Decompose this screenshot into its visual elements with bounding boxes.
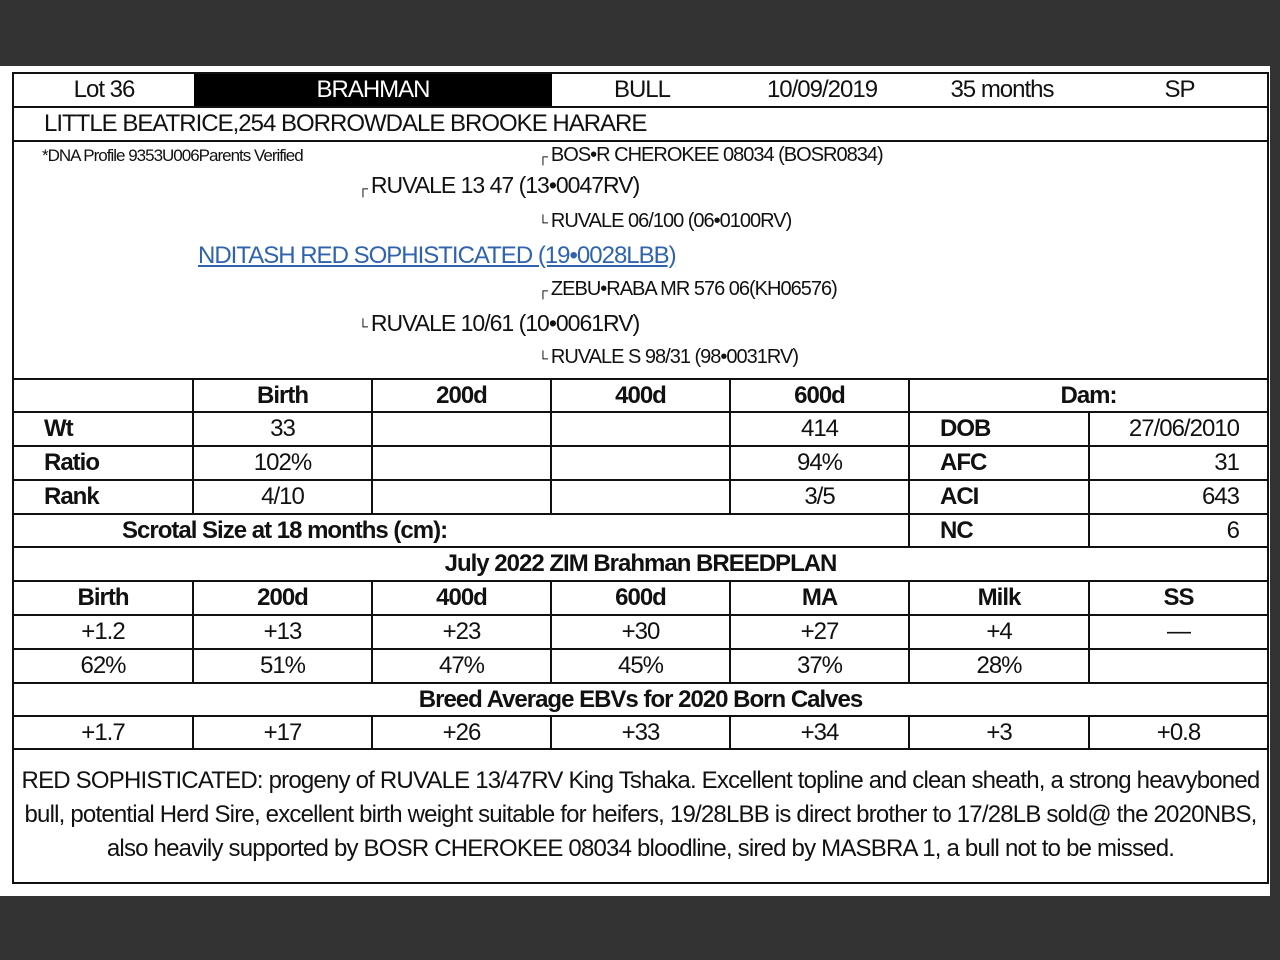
breed-average-title: Breed Average EBVs for 2020 Born Calves: [418, 685, 863, 713]
performance-row-rank: [14, 481, 1267, 515]
ebv-header-ss: SS: [1163, 584, 1194, 611]
avg-ma: +34: [731, 717, 910, 748]
bracket-down-connector: └: [358, 318, 367, 334]
ebv-header-milk: Milk: [910, 582, 1090, 614]
header-600d: 600d: [731, 380, 910, 411]
ebv-header-ma: MA: [731, 582, 910, 614]
value-200d: [373, 447, 552, 479]
avg-400d: +26: [373, 717, 552, 748]
value-200d: [373, 481, 552, 513]
header-200d: 200d: [373, 380, 552, 411]
header-birth: Birth: [194, 380, 373, 411]
ebv-header-birth: Birth: [14, 582, 194, 614]
acc-ma: 37%: [731, 650, 910, 682]
scrotal-row: [14, 515, 1267, 548]
value-birth: 102%: [194, 447, 373, 479]
avg-200d: +17: [194, 717, 373, 748]
lot-comments: RED SOPHISTICATED: progeny of RUVALE 13/47RV King Tshaka. Excellent topline and clean sheath, a strong heavyboned bull, potential Herd Sire, excellent birth weight suitable for heifers, 19/28LBB is direct brother to 17/28LB sold@ the 2020NBS, also heavily supported by BOSR CHEROKEE 08034 bloodline, sired by MASBRA 1, a bull not to be missed.: [21, 767, 1260, 862]
performance-header-row: [14, 380, 1267, 413]
dam-value: 31: [1214, 449, 1239, 476]
bracket-down-connector: └: [538, 214, 547, 230]
bracket-down-connector: └: [538, 350, 547, 366]
value-600d: 3/5: [731, 481, 910, 513]
nc-key: NC: [910, 515, 1090, 546]
ebv-ss: —: [1167, 618, 1190, 645]
value-birth: 33: [194, 413, 373, 445]
breed-name: BRAHMAN: [194, 74, 552, 106]
dam-key: ACI: [910, 481, 1090, 513]
acc-600d: 45%: [552, 650, 731, 682]
date-of-birth: 10/09/2019: [766, 76, 878, 103]
breedplan-title: July 2022 ZIM Brahman BREEDPLAN: [444, 550, 837, 577]
pedigree-dam-sire: [538, 278, 837, 301]
dam-value: 643: [1201, 483, 1239, 510]
pedigree-sire-sire-dam: [538, 210, 791, 233]
ebv-accuracy-row: [14, 650, 1267, 684]
dam-value: 27/06/2010: [1128, 415, 1239, 442]
ebv-milk: +4: [910, 616, 1090, 648]
dam-key: DOB: [910, 413, 1090, 445]
sire-sire-dam-name: RUVALE 06/100 (06•0100RV): [550, 210, 792, 232]
pedigree-block: [14, 142, 1267, 380]
value-600d: 414: [731, 413, 910, 445]
dna-profile-note: *DNA Profile 9353U006Parents Verified: [42, 146, 303, 165]
breed-average-title-row: [14, 684, 1267, 717]
dam-sire-name: ZEBU•RABA MR 576 06(KH06576): [550, 278, 837, 300]
pedigree-sire-sire: [358, 172, 639, 199]
value-600d: 94%: [731, 447, 910, 479]
row-label: Wt: [14, 413, 194, 445]
bracket-up-connector: ┌: [538, 148, 547, 164]
header-400d: 400d: [552, 380, 731, 411]
pedigree-dam-dam: [538, 346, 798, 369]
acc-birth: 62%: [14, 650, 194, 682]
class-code: SP: [1164, 76, 1195, 103]
ebv-values-row: [14, 616, 1267, 650]
blank-header-cell: [14, 380, 194, 411]
scrotal-size-label: Scrotal Size at 18 months (cm):: [14, 515, 910, 546]
animal-registered-name-link[interactable]: NDITASH RED SOPHISTICATED (19•0028LBB): [198, 242, 676, 269]
value-400d: [552, 447, 731, 479]
acc-400d: 47%: [373, 650, 552, 682]
performance-row-ratio: [14, 447, 1267, 481]
acc-ss: [1090, 650, 1267, 682]
dam-name: RUVALE 10/61 (10•0061RV): [370, 310, 640, 336]
avg-birth: +1.7: [14, 717, 194, 748]
breedplan-header-row: [14, 582, 1267, 616]
dam-label: Dam:: [1060, 381, 1117, 409]
pedigree-animal[interactable]: [198, 242, 676, 270]
animal-age: 35 months: [950, 76, 1054, 103]
row-label: Ratio: [14, 447, 194, 479]
pedigree-sire-sire-sire: [538, 144, 883, 167]
acc-milk: 28%: [910, 650, 1090, 682]
right-dark-edge: [1270, 66, 1280, 896]
value-400d: [552, 481, 731, 513]
acc-200d: 51%: [194, 650, 373, 682]
lot-card: [12, 72, 1269, 884]
lot-number: Lot 36: [73, 76, 135, 103]
sire-sire-sire-name: BOS•R CHEROKEE 08034 (BOSR0834): [550, 144, 883, 166]
bottom-dark-band: [0, 896, 1280, 960]
ebv-birth: +1.2: [14, 616, 194, 648]
header-row: [14, 74, 1267, 108]
performance-row-weight: [14, 413, 1267, 447]
dam-dam-name: RUVALE S 98/31 (98•0031RV): [550, 346, 799, 368]
ebv-200d: +13: [194, 616, 373, 648]
breedplan-title-row: [14, 548, 1267, 582]
sire-sire-name: RUVALE 13 47 (13•0047RV): [370, 172, 640, 198]
avg-600d: +33: [552, 717, 731, 748]
ebv-header-400d: 400d: [373, 582, 552, 614]
owner-address: LITTLE BEATRICE,254 BORROWDALE BROOKE HARARE: [44, 110, 647, 137]
ebv-600d: +30: [552, 616, 731, 648]
pedigree-dam: [358, 310, 639, 337]
row-label: Rank: [14, 481, 194, 513]
bracket-up-connector: ┌: [538, 282, 547, 298]
top-dark-band: [0, 0, 1280, 66]
bracket-up-connector: ┌: [358, 180, 367, 196]
ebv-400d: +23: [373, 616, 552, 648]
value-birth: 4/10: [194, 481, 373, 513]
nc-value: 6: [1226, 516, 1239, 544]
value-200d: [373, 413, 552, 445]
avg-ss: +0.8: [1156, 718, 1201, 746]
dam-key: AFC: [910, 447, 1090, 479]
ebv-header-200d: 200d: [194, 582, 373, 614]
breed-average-row: [14, 717, 1267, 750]
owner-row: [14, 108, 1267, 142]
ebv-header-600d: 600d: [552, 582, 731, 614]
ebv-ma: +27: [731, 616, 910, 648]
animal-sex: BULL: [613, 76, 671, 103]
value-400d: [552, 413, 731, 445]
avg-milk: +3: [910, 717, 1090, 748]
